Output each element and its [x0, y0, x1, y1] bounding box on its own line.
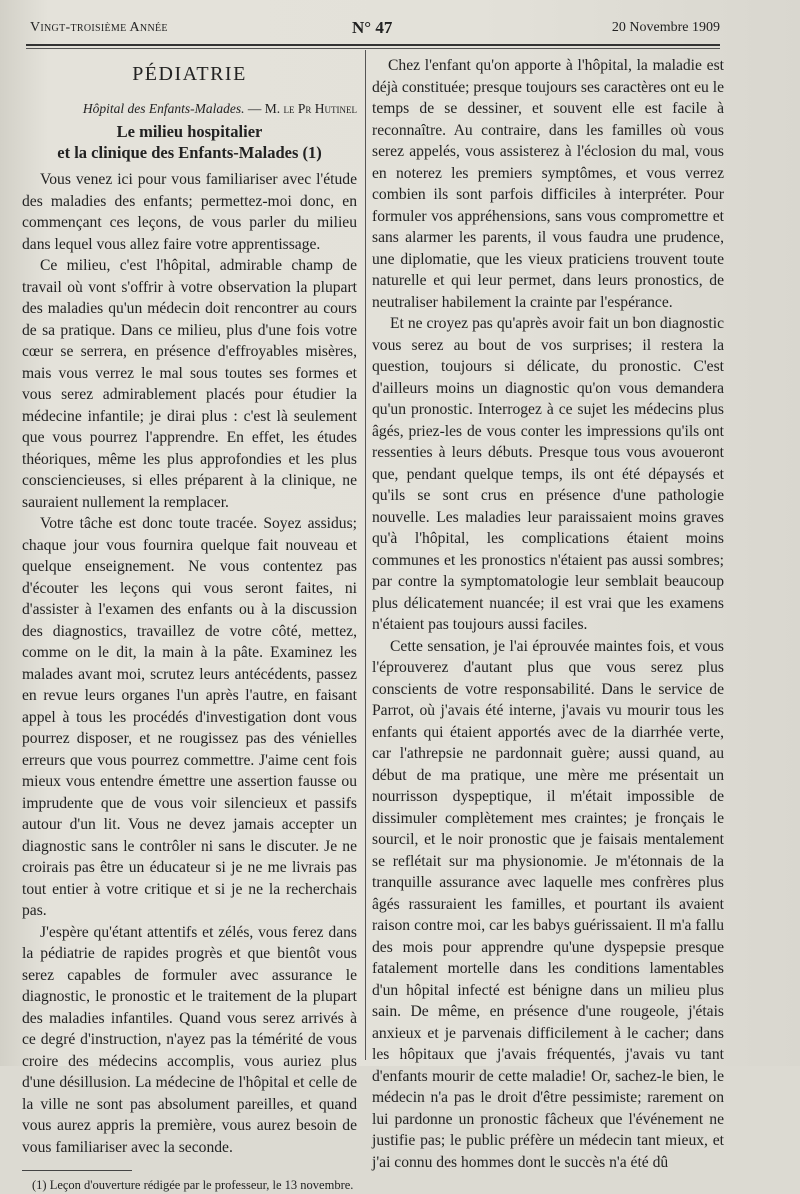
paragraph: Et ne croyez pas qu'après avoir fait un bon diagnostic vous serez au bout de vos surprises; il restera la question, toujours si délicate, du pronostic. C'est d'ailleurs moins un diagnostic qu'on vous demandera qu'un pronostic. Interrogez à ce sujet les médecins plus âgés, priez-les de vous conter les impressions qu'ils ont ressenties à leurs débuts. Presque tous vous avoueront que, pendant quelque temps, ils ont été dépaysés et qu'ils se sont crus en présence d'une pathologie nouvelle. Les maladies leur paraissaient moins graves qu'à l'hôpital, les complications étaient moins communes et les pronostics n'étaient pas aussi sombres; par contre la symptomatologie leur semblait beaucoup plus délicatement nuancée; il est vrai que les examens n'étaient pas toujours aussi faciles. [372, 315, 724, 633]
paragraph: J'espère qu'étant attentifs et zélés, vous ferez dans la pédiatrie de rapides progrès et que bientôt vous serez capables de formuler avec assurance le diagnostic, le pronostic et le traitement de la plupart des maladies infantiles. Quand vous serez arrivés à ce degré d'instruction, n'ayez pas la témérité de vous croire des médecins accomplis, vous auriez plus d'une désillusion. La médecine de l'hôpital et celle de la ville ne sont pas absolument pareilles, et quand vous aurez appris la première, vous aurez besoin de vous familiariser avec la seconde. [22, 923, 357, 1156]
footnote-rule [22, 1170, 132, 1171]
header-rule-thin [26, 48, 720, 49]
paragraph: Vous venez ici pour vous familiariser avec l'étude des maladies des enfants; permettez-moi donc, en commençant ces leçons, de vous parler du milieu dans lequel vous allez faire votre apprentissage. [22, 171, 357, 253]
volume-year: Vingt-troisième Année [30, 20, 168, 35]
byline [22, 98, 357, 120]
right-column [372, 55, 724, 1173]
column-divider [365, 50, 366, 1060]
header-rule [26, 44, 720, 46]
section-title: PÉDIATRIE [132, 63, 247, 85]
paragraph: Cette sensation, je l'ai éprouvée maintes fois, et vous l'éprouverez d'autant plus que vous serez plus conscients de votre responsabilité. Dans le service de Parrot, où j'avais été interne, j'avais vu mourir tous les enfants qui étaient apportés avec de la diarrhée verte, car l'athrepsie ne pardonnait guère; aussi quand, au début de ma pratique, une mère me présentait un nourrisson dyspeptique, il m'était impossible de dissimuler complètement mes craintes; je fronçais le sourcil, et le noir pronostic que je faisais mentalement se reflétait sur ma physionomie. Je m'étonnais de la tranquille assurance avec laquelle mes confrères plus âgés rassuraient les familles, et pourtant ils avaient raison contre moi, car les babys guérissaient. Il m'a fallu des mois pour apprendre qu'une dyspepsie presque fatalement mortelle dans les conditions lamentables d'un hôpital infecté est bénigne dans un milieu plus sain. De même, en présence d'une rougeole, j'étais anxieux et je parvenais difficilement à le cacher; dans les hôpitaux que j'avais fréquentés, j'avais vu tant d'enfants mourir de cette maladie! Or, sachez-le bien, le médecin n'a pas le droit d'être pessimiste; rarement on lui pardonne un pronostic fâcheux que l'événement ne justifie pas; le public préfère un médecin tant mieux, et j'ai connu des hommes dont le succès n'a été dû [372, 637, 724, 1171]
left-column [22, 60, 357, 1194]
byline-author: — M. le Pr Hutinel [244, 100, 357, 116]
issue-date: 20 Novembre 1909 [611, 20, 720, 35]
paragraph: Chez l'enfant qu'on apporte à l'hôpital, la maladie est déjà constituée; presque toujours ses caractères ont eu le temps de se dessiner, et souvent elle est facile à reconnaître. Au contraire, dans les familles où vous serez appelés, vous assisterez à l'éclosion du mal, vous en noterez les premiers symptômes, et vous verrez combien ils sont parfois difficiles à interpréter. Pour formuler vos appréhensions, sans vous compromettre et sans alarmer les parents, il vous faudra une prudence, une diplomatie, que les vieux praticiens trouvent toute naturelle et qui leur permet, dans leurs pronostics, de neutraliser habilement la crainte par l'espérance. [372, 57, 724, 311]
issue-number: N° 47 [352, 18, 393, 37]
page-header [30, 18, 720, 42]
paragraph: Votre tâche est donc toute tracée. Soyez assidus; chaque jour vous fournira quelque fait nouveau et quelque enseignement. Ne vous contentez pas d'écouter les leçons qui vous seront faites, ni d'assister à l'examen des enfants ou à la discussion des diagnostics, travaillez de votre côté, mettez, comme on le dit, la main à la pâte. Examinez les malades avant moi, scrutez leurs antécédents, passez en revue leurs organes l'un après l'autre, en faisant appel à tous les procédés d'investigation dont vous pourrez disposer, et ne rougissez pas des vénielles erreurs que vous pourrez commettre. J'aime cent fois mieux vous entendre émettre une assertion fausse ou imprudente que de vous voir silencieux et passifs autour d'un lit. Vous ne devez jamais accepter un diagnostic sans le contrôler ni sans le discuter. Je ne croirais pas être un éducateur si je ne me livrais pas tout entier à votre critique et si je ne la recherchais pas. [22, 515, 357, 919]
paragraph: Ce milieu, c'est l'hôpital, admirable champ de travail où vont s'offrir à votre observation la plupart des maladies qu'un médecin doit rencontrer au cours de sa pratique. Dans ce milieu, plus d'une fois votre cœur se serrera, en présence d'effroyables misères, mais vous verrez le mal sous toutes ses formes et vous serez admirablement placés pour étudier la médecine infantile; je dirai plus : c'est là seulement que vous pourrez l'apprendre. En effet, les études théoriques, même les plus approfondies et les plus consciencieuses, si elles préparent à la clinique, ne sauraient nullement la remplacer. [22, 257, 357, 511]
article-title [22, 121, 357, 163]
article-title-line1: Le milieu hospitalier [116, 122, 263, 141]
byline-place: Hôpital des Enfants-Malades. [82, 100, 245, 116]
article-title-line2: et la clinique des Enfants-Malades (1) [57, 143, 322, 162]
footnote: (1) Leçon d'ouverture rédigée par le professeur, le 13 novembre. [32, 1178, 354, 1192]
